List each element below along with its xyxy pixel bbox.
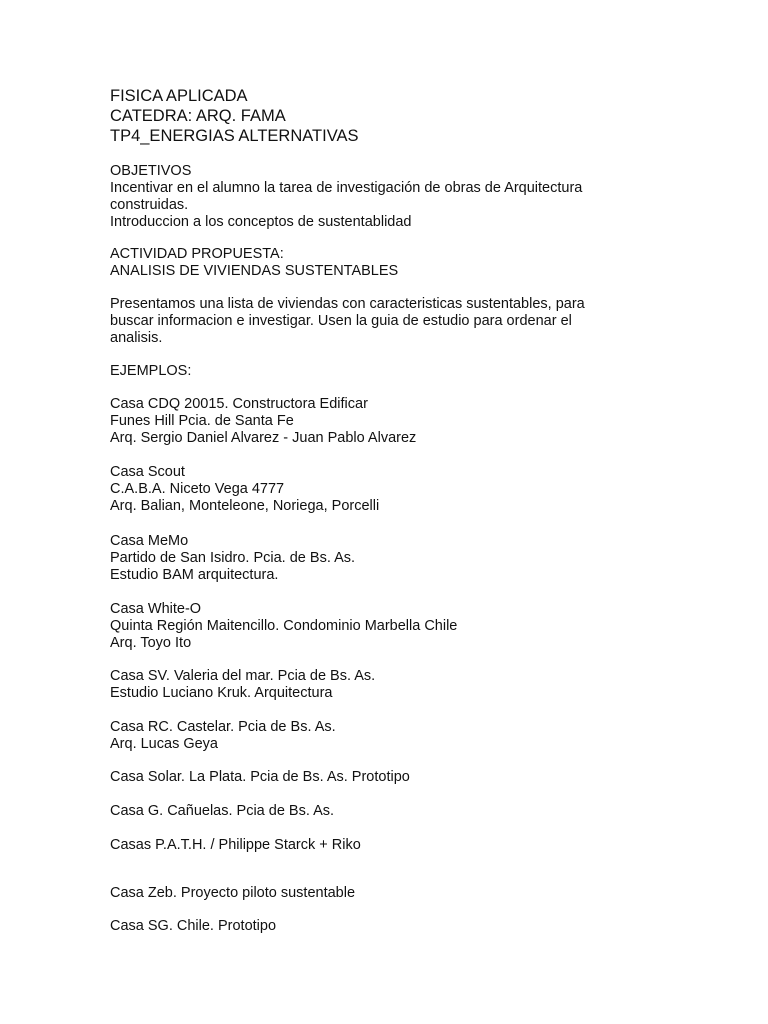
- example-line: Casa Zeb. Proyecto piloto sustentable: [110, 885, 356, 901]
- example-line: Arq. Sergio Daniel Alvarez - Juan Pablo Alvarez: [110, 430, 417, 446]
- intro-line: analisis.: [110, 330, 163, 346]
- example-line: Estudio BAM arquitectura.: [110, 567, 279, 583]
- example-line: Casa Scout: [110, 464, 185, 480]
- example-item: [110, 769, 410, 786]
- activity-subheading: ANALISIS DE VIVIENDAS SUSTENTABLES: [110, 263, 399, 279]
- activity-section: [110, 246, 398, 280]
- example-item: [110, 668, 375, 702]
- example-item: [110, 803, 334, 820]
- objectives-line: Introduccion a los conceptos de sustentablidad: [110, 214, 412, 230]
- intro-paragraph: [110, 296, 585, 347]
- objectives-section: [110, 163, 582, 231]
- activity-heading: ACTIVIDAD PROPUESTA:: [110, 246, 284, 262]
- example-item: [110, 885, 355, 902]
- chair-title: CATEDRA: ARQ. FAMA: [110, 107, 286, 125]
- example-item: [110, 464, 379, 515]
- example-item: [110, 601, 457, 652]
- examples-heading: EJEMPLOS:: [110, 363, 192, 379]
- example-line: Casa White-O: [110, 601, 202, 617]
- example-line: C.A.B.A. Niceto Vega 4777: [110, 481, 285, 497]
- example-line: Arq. Toyo Ito: [110, 635, 192, 651]
- example-line: Arq. Lucas Geya: [110, 736, 218, 752]
- objectives-line: Incentivar en el alumno la tarea de investigación de obras de Arquitectura: [110, 180, 583, 196]
- intro-line: buscar informacion e investigar. Usen la guia de estudio para ordenar el: [110, 313, 572, 329]
- example-item: [110, 918, 276, 935]
- intro-line: Presentamos una lista de viviendas con caracteristicas sustentables, para: [110, 296, 585, 312]
- document-header: [110, 86, 359, 146]
- example-line: Casa RC. Castelar. Pcia de Bs. As.: [110, 719, 336, 735]
- example-line: Casa SG. Chile. Prototipo: [110, 918, 277, 934]
- course-title: FISICA APLICADA: [110, 87, 248, 105]
- example-line: Casa CDQ 20015. Constructora Edificar: [110, 396, 368, 412]
- example-item: [110, 719, 336, 753]
- example-line: Casas P.A.T.H. / Philippe Starck + Riko: [110, 837, 361, 853]
- example-line: Casa Solar. La Plata. Pcia de Bs. As. Prototipo: [110, 769, 410, 785]
- example-line: Partido de San Isidro. Pcia. de Bs. As.: [110, 550, 356, 566]
- example-item: [110, 837, 361, 854]
- objectives-heading: OBJETIVOS: [110, 163, 192, 179]
- example-line: Funes Hill Pcia. de Santa Fe: [110, 413, 294, 429]
- example-item: [110, 533, 355, 584]
- example-line: Arq. Balian, Monteleone, Noriega, Porcelli: [110, 498, 380, 514]
- example-line: Estudio Luciano Kruk. Arquitectura: [110, 685, 333, 701]
- examples-heading-block: [110, 363, 191, 380]
- assignment-title: TP4_ENERGIAS ALTERNATIVAS: [110, 127, 359, 145]
- example-item: [110, 396, 416, 447]
- example-line: Casa MeMo: [110, 533, 189, 549]
- objectives-line: construidas.: [110, 197, 189, 213]
- example-line: Quinta Región Maitencillo. Condominio Marbella Chile: [110, 618, 458, 634]
- example-line: Casa G. Cañuelas. Pcia de Bs. As.: [110, 803, 335, 819]
- example-line: Casa SV. Valeria del mar. Pcia de Bs. As.: [110, 668, 376, 684]
